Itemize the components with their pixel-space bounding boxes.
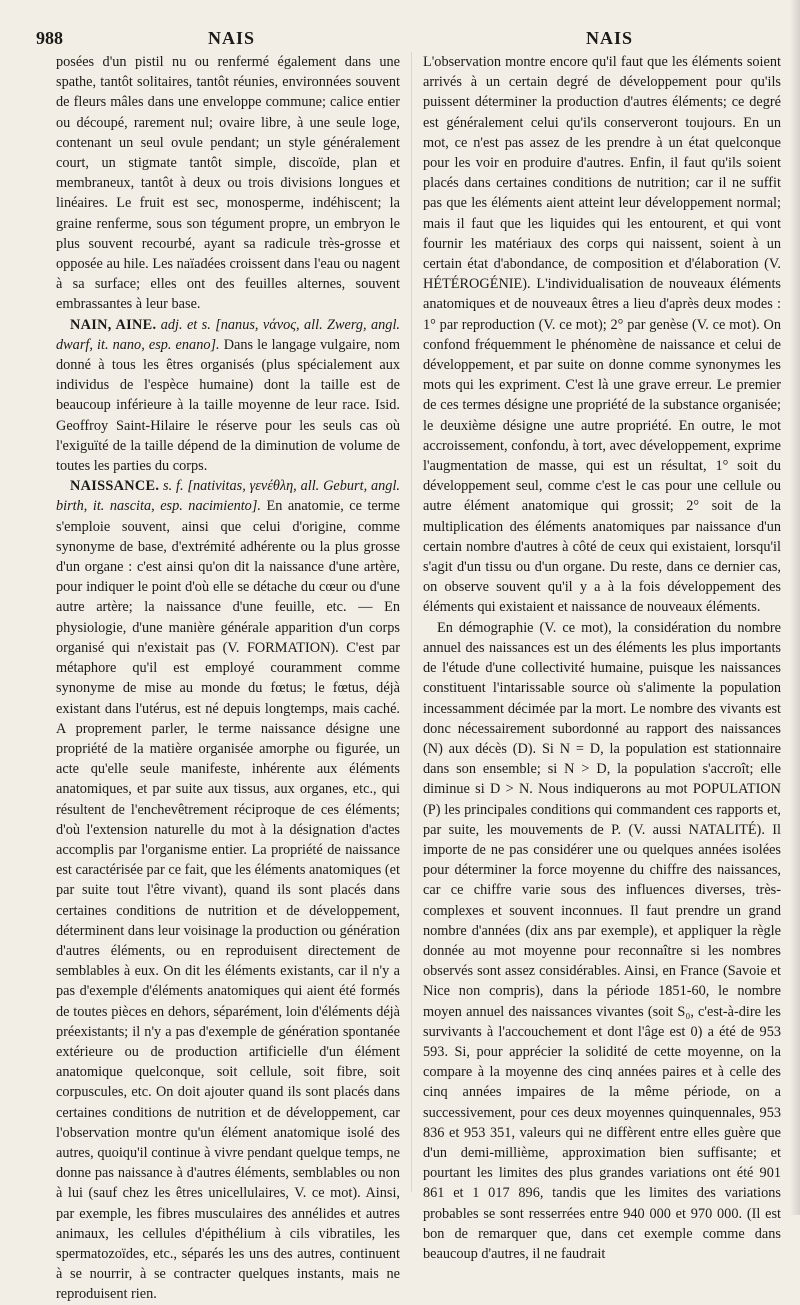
entry-naissance xyxy=(56,476,400,1304)
running-head-right: NAIS xyxy=(586,28,634,48)
etymology-nain: adj. et s. [nanus, νάνος, all. Zwerg, angl. dwarf, it. nano, esp. enano]. xyxy=(56,316,400,353)
naiadees-continuation: posées d'un pistil nu ou renfermé également dans une spathe, tantôt solitaires, tantôt réunies, environnées souvent de fleurs mâles dans une enveloppe commune; calice entier ou découpé, rarement nul; ovaire libre, à une seule loge, contenant un seul ovule pendant; un style généralement court, un stigmate tantôt simple, discoïde, plan et membraneux, tantôt à deux ou trois divisions longues et linéaires. Le fruit est sec, monosperme, indéhiscent; la graine renferme, sous son tégument propre, un embryon le plus souvent recourbé, ayant sa radicule très-grosse et opposée au hile. Les naïadées croissent dans l'eau ou nagent à sa surface; elles ont des feuilles alternes, souvent embrassantes à leur base. xyxy=(56,54,400,313)
right-column xyxy=(423,52,781,1262)
entry-nain xyxy=(56,315,400,477)
naissance-demography-paragraph: En démographie (V. ce mot), la considération du nombre annuel des naissances est un des éléments les plus importants de l'étude d'une collectivité humaine, puisque les naissances constituent l'intarissable source où s'alimente la population incessamment décimée par la mort. Le nombre des vivants est donc nécessairement subordonné au rapport des naissances (N) aux décès (D). Si N = D, la population est stationnaire dans son ensemble; si N > D, la population s'accroît; elle diminue si D > N. Nous indiquerons au mot POPULATION (P) les principales conditions qui commandent ces rapports et, par suite, les mouvements de P. (V. aussi NATALITÉ). Il importe de ne pas considérer une ou quelques années isolées pour déterminer la force moyenne du chiffre des naissances, car ce chiffre varie sous des influences diverses, très-complexes et souvent inconnues. Il faut prendre un grand nombre d'années (dix ans par exemple), et appliquer la règle donnée au mot moyenne pour reconnaître si les nombres observés sont assez considérables. Ainsi, en France (Savoie et Nice non compris), dans la période 1851-60, le nombre moyen annuel des naissances vivantes (soit S₀, c'est-à-dire les survivants à l'accouchement et dont l'âge est 0) a été de 953 593. Si, pour apprécier la solidité de cette moyenne, on la compare à la moyenne des cinq années paires et à celle des cinq années impaires de la même période, on a successivement, pour ces deux moyennes quinquennales, 953 836 et 953 351, valeurs qui ne diffèrent entre elles guère que d'un demi-millième, approximation bien suffisante; et pourtant les limites des plus grandes variations ont été 901 861 et 1 017 896, tandis que les limites des variations probables se sont resserrées entre 940 000 et 970 000. (Il est bon de remarquer que, dans cet exemple comme dans beaucoup d'autres, il ne faudrait xyxy=(423,619,781,1262)
definition-naissance: En anatomie, ce terme s'emploie souvent, ainsi que celui d'origine, comme synonyme de base, d'extrémité adhérente ou la plus grosse d'un organe : c'est ainsi qu'on dit la naissance d'une artère, pour indiquer le point d'où elle se détache du cœur ou d'une autre artère; la naissance d'une feuille, etc. — En physiologie, d'une manière générale apparition d'un corps organisé qui n'existait pas (V. FORMATION). C'est par métaphore qu'il est employé couramment comme synonyme de mise au monde du fœtus; le fœtus, déjà existant dans l'utérus, est né depuis longtemps, mais caché. A proprement parler, le terme naissance désigne une propriété de la matière organisée amorphe ou figurée, un acte qu'elle seule manifeste, inhérente aux éléments anatomiques, et par suite aux tissus, aux organes, etc., qui résultent de l'enchevêtrement réciproque de ces éléments; d'où l'extension naturelle du mot à la désignation d'actes accomplis par l'organisme entier. La propriété de naissance est caractérisée par ce fait, que les éléments anatomiques (et par suite tout l'être vivant), quand ils sont placés dans certaines conditions de nutrition et de développement, déterminent dans leur voisinage la production ou génération d'autres éléments, ou en reproduisent directement de semblables à eux. On dit les éléments existants, car il n'y a pas d'exemple d'éléments anatomiques qui aient été formés de toutes pièces en dehors, séparément, loin d'éléments déjà préexistants; il n'y a pas d'exemple de génération spontanée extérieure ou de production artificielle d'un élément anatomique quelconque, soit cellule, soit fibre, soit corpuscules, etc. On doit ajouter quand ils sont placés dans certaines conditions de nutrition et de développement, car l'observation montre qu'un élément anatomique isolé des autres, quoiqu'il continue à vivre pendant quelque temps, ne donne pas naissance à d'autres éléments, semblables ou non à lui (sauf chez les êtres unicellulaires, V. ce mot). Ainsi, par exemple, les fibres musculaires des annélides et autres animaux, les cellules d'épithélium à cils vibratiles, les spermatozoïdes, etc., séparés les uns des autres, continuent à se nourrir, à se contracter quelques instants, mais ne reproduisent rien. xyxy=(56,498,400,1303)
running-head-left: NAIS xyxy=(208,28,256,48)
naissance-physiology-paragraph: L'observation montre encore qu'il faut que les éléments soient arrivés à un certain degré de développement pour qu'ils puissent déterminer la production d'autres éléments; ce degré est généralement celui qu'ils conserveront toujours. En un mot, ce n'est pas assez de les prendre à un état quelconque pour les voir en produire d'autres. Enfin, il faut qu'ils soient placés dans certaines conditions de nutrition; car il ne suffit pas que les éléments aient atteint leur développement normal; mais il faut que les liquides qui les entourent, et qui vont fournir les matériaux des corps qui naissent, soient à un certain état d'abondance, de composition et d'élaboration (V. HÉTÉROGÉNIE). L'individualisation de nouveaux éléments anatomiques et de nouveaux êtres a lieu d'après deux modes : 1° par reproduction (V. ce mot); 2° par genèse (V. ce mot). On confond fréquemment le phénomène de naissance et celui de développement, et par suite on donne comme synonymes les mots qui les expriment. C'est là une grave erreur. Le premier de ces termes désigne une propriété de la substance organisée; le deuxième désigne une autre propriété. En outre, le mot accroissement, confondu, à tort, avec développement, exprime l'augmentation de masse, qui est un résultat, 1° soit du développement seul, comme c'est le cas pour une cellule ou autre élément anatomique qui grossit; 2° soit de la multiplication des éléments anatomiques par naissance d'un certain nombre d'autres à côté de ceux qui existaient, lorsqu'il s'agit d'un tissu ou d'un organe. Du reste, dans ce dernier cas, on observe souvent qu'il y a à la fois développement des éléments qui existaient et naissance de nouveaux éléments. xyxy=(423,54,781,616)
page-edge-shadow xyxy=(790,0,800,1215)
headword-naissance: NAISSANCE. xyxy=(70,478,160,495)
left-column xyxy=(56,52,400,1303)
page-header xyxy=(0,22,800,52)
column-divider xyxy=(411,52,412,1192)
etymology-naissance: s. f. [nativitas, γενέθλη, all. Geburt, angl. birth, it. nascita, esp. nacimiento]. xyxy=(56,478,400,515)
headword-nain: NAIN, AINE. xyxy=(70,316,157,333)
definition-nain: Dans le langage vulgaire, nom donné à tous les êtres organisés (plus spécialement aux individus de l'espèce humaine) dont la taille est de beaucoup inférieure à la taille moyenne de leur race. Isid. Geoffroy Saint-Hilaire le réserve pour les seuls cas où l'exiguïté de la taille dépend de la diminution de volume de toutes les parties du corps. xyxy=(56,336,400,475)
page-number: 988 xyxy=(36,28,63,48)
